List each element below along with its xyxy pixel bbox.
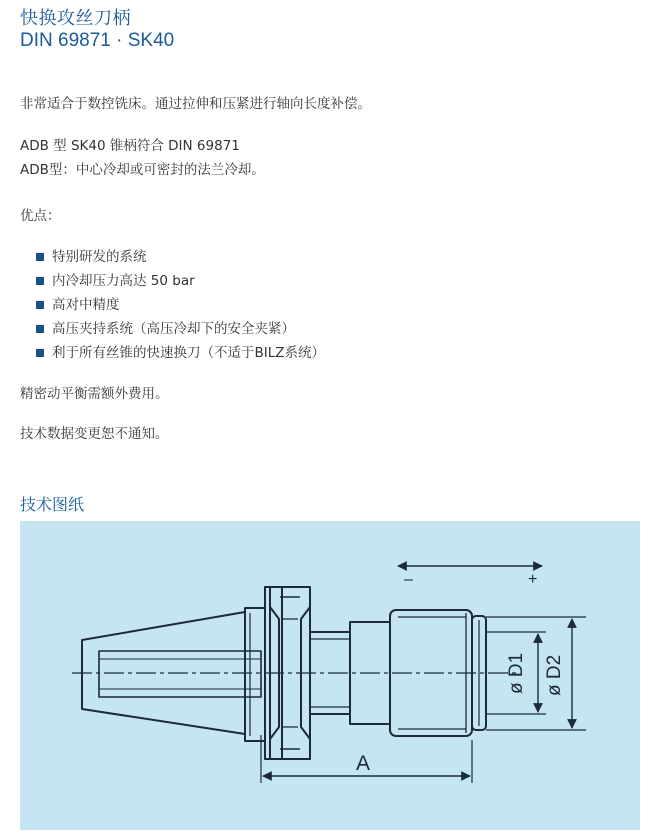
bullet-square-icon: [36, 301, 44, 309]
adb-line-1: ADB 型 SK40 锥柄符合 DIN 69871: [20, 138, 240, 154]
adb-description: [20, 134, 265, 182]
tap-holder-drawing: [20, 521, 640, 830]
bullet-square-icon: [36, 277, 44, 285]
list-item: 高压夹持系统（高压冷却下的安全夹紧）: [36, 317, 325, 341]
bullet-square-icon: [36, 349, 44, 357]
bullet-square-icon: [36, 325, 44, 333]
disclaimer-note: 技术数据变更恕不通知。: [20, 426, 169, 442]
bullet-square-icon: [36, 253, 44, 261]
adb-line-2: ADB型：中心冷却或可密封的法兰冷却。: [20, 162, 265, 178]
flange-ring: [245, 608, 265, 741]
drawing-title: 技术图纸: [20, 495, 85, 514]
advantages-heading: 优点：: [20, 208, 61, 224]
minus-label: –: [404, 571, 413, 588]
list-item: 利于所有丝锥的快速换刀（不适于BILZ系统）: [36, 341, 325, 365]
d1-label: ø D1: [506, 652, 527, 694]
technical-drawing: [20, 521, 640, 830]
advantages-list: [36, 245, 325, 365]
list-item: 特别研发的系统: [36, 245, 325, 269]
product-title: 快换攻丝刀柄: [20, 8, 131, 29]
a-label: A: [356, 752, 371, 775]
intro-text: 非常适合于数控铣床。通过拉伸和压紧进行轴向长度补偿。: [20, 96, 371, 112]
list-item: 高对中精度: [36, 293, 325, 317]
product-standard: DIN 69871 · SK40: [20, 30, 175, 51]
d2-label: ø D2: [544, 654, 565, 696]
list-item: 内冷却压力高达 50 bar: [36, 269, 325, 293]
plus-label: +: [528, 571, 538, 588]
balance-note: 精密动平衡需额外费用。: [20, 386, 169, 402]
internal-bore: [99, 651, 261, 697]
